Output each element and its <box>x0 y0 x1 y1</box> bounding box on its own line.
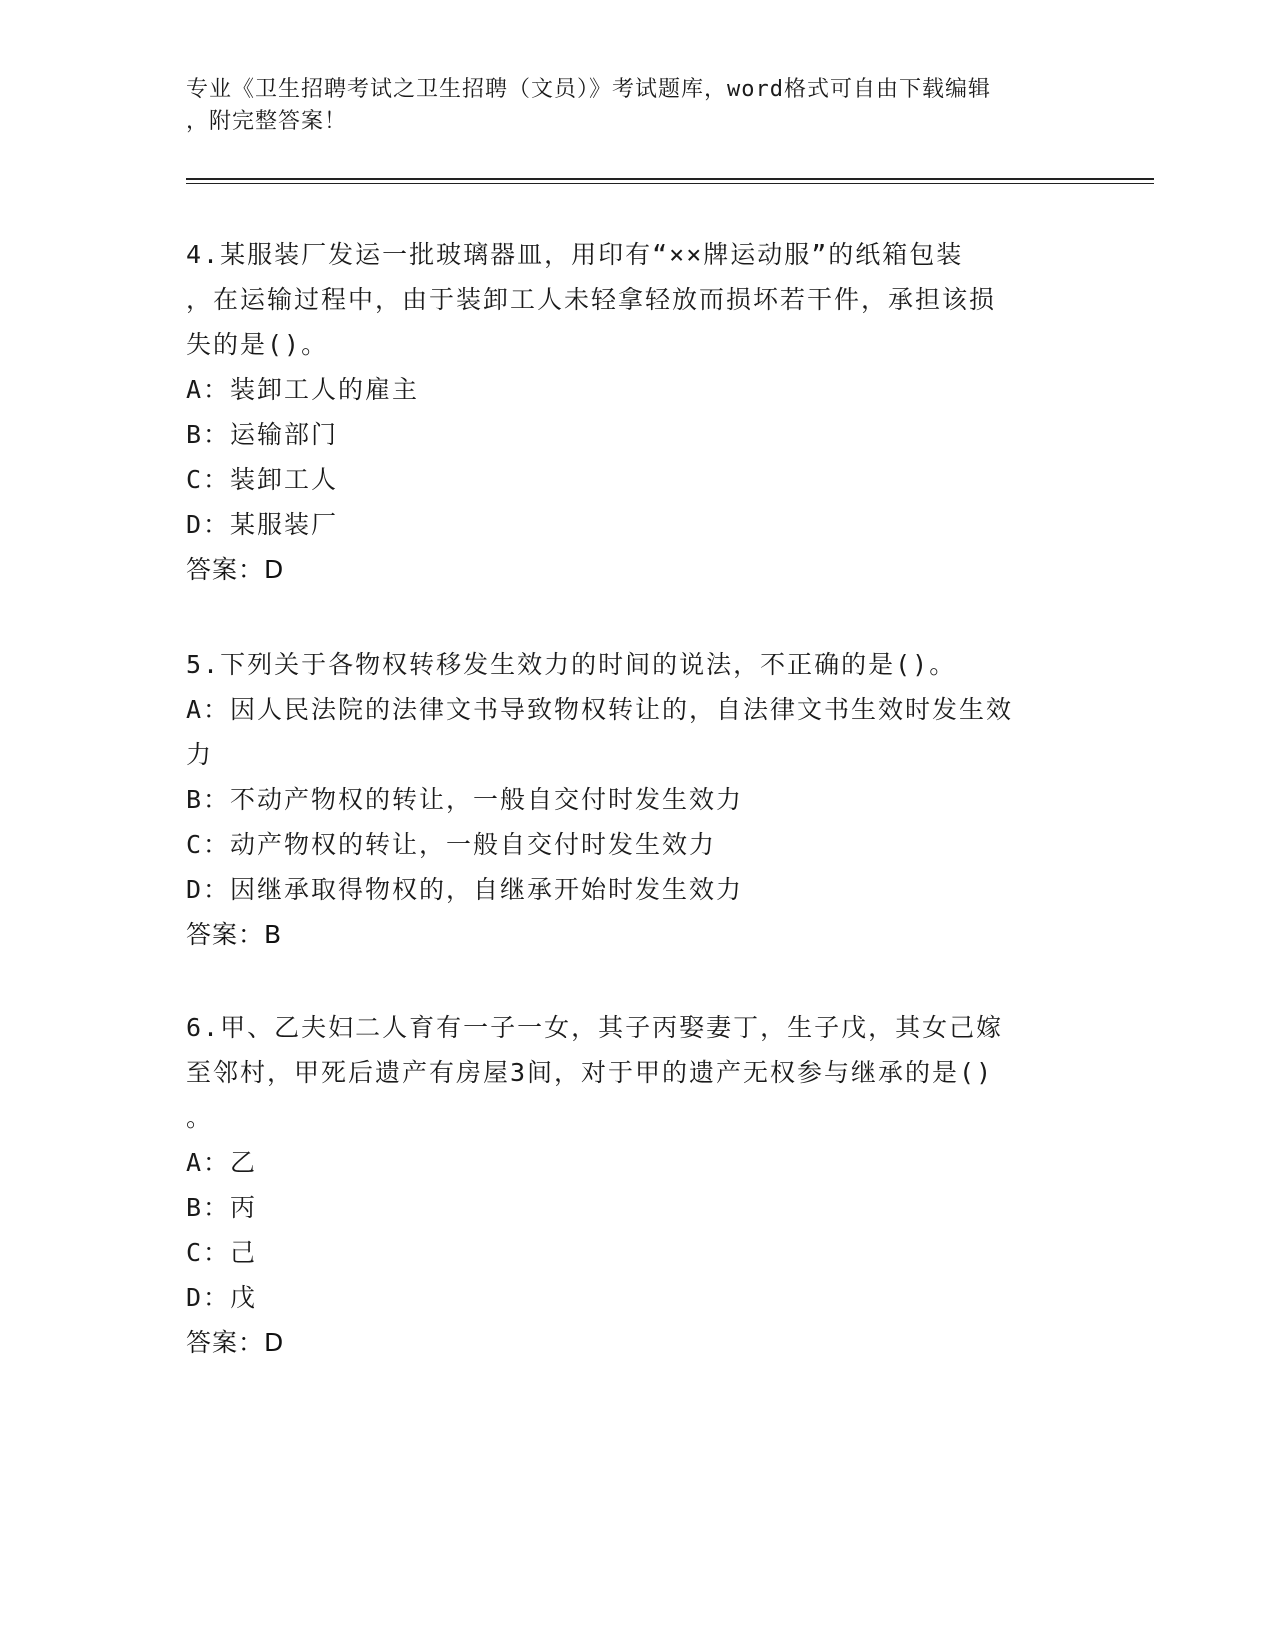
option-a: A：装卸工人的雇主 <box>186 375 420 404</box>
option-c: C：动产物权的转让，一般自交付时发生效力 <box>186 830 717 859</box>
question-stem-line: 失的是()。 <box>186 330 329 359</box>
option-a-continued: 力 <box>186 740 214 769</box>
option-c: C：己 <box>186 1238 258 1267</box>
question-4 <box>186 232 1086 592</box>
option-c: C：装卸工人 <box>186 465 339 494</box>
question-6 <box>186 1005 1086 1365</box>
question-5 <box>186 642 1086 957</box>
question-stem-line: 5.下列关于各物权转移发生效力的时间的说法，不正确的是()。 <box>186 650 957 679</box>
question-stem-line: 4.某服装厂发运一批玻璃器皿，用印有“××牌运动服”的纸箱包装 <box>186 240 964 269</box>
option-b: B：运输部门 <box>186 420 339 449</box>
answer-line: 答案：D <box>186 1328 285 1357</box>
option-d: D：因继承取得物权的，自继承开始时发生效力 <box>186 875 744 904</box>
option-a: A：乙 <box>186 1148 258 1177</box>
header-line-1: 专业《卫生招聘考试之卫生招聘（文员）》考试题库，word格式可自由下载编辑 <box>186 77 991 102</box>
option-d: D：某服装厂 <box>186 510 339 539</box>
answer-line: 答案：D <box>186 555 285 584</box>
document-header <box>186 74 1066 138</box>
question-stem-line: ，在运输过程中，由于装卸工人未轻拿轻放而损坏若干件，承担该损 <box>186 285 997 314</box>
header-divider-thick <box>186 178 1154 180</box>
question-stem-line: 。 <box>186 1103 214 1132</box>
question-stem-line: 6.甲、乙夫妇二人育有一子一女，其子丙娶妻丁，生子戊，其女己嫁 <box>186 1013 1004 1042</box>
option-b: B：丙 <box>186 1193 258 1222</box>
option-b: B：不动产物权的转让，一般自交付时发生效力 <box>186 785 744 814</box>
answer-line: 答案：B <box>186 920 283 949</box>
header-line-2: ，附完整答案！ <box>186 109 348 134</box>
option-d: D：戊 <box>186 1283 258 1312</box>
option-a: A：因人民法院的法律文书导致物权转让的，自法律文书生效时发生效 <box>186 695 1014 724</box>
question-stem-line: 至邻村，甲死后遗产有房屋3间，对于甲的遗产无权参与继承的是() <box>186 1058 994 1087</box>
header-divider-thin <box>186 183 1154 184</box>
